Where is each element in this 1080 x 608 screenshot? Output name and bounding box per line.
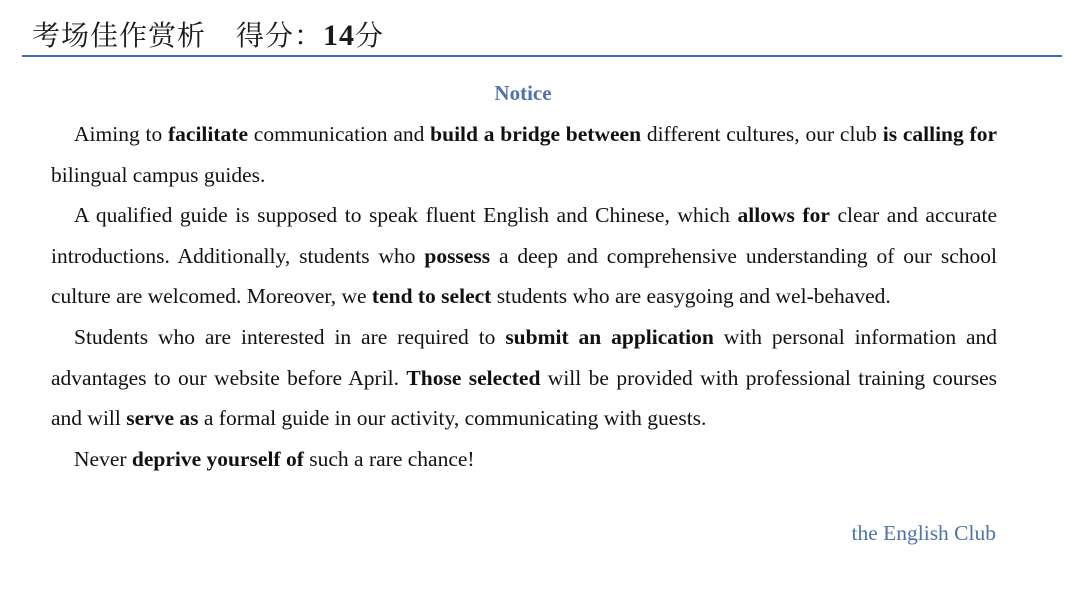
paragraph [51, 317, 997, 439]
bold-phrase: tend to select [371, 284, 492, 309]
bold-phrase: facilitate [168, 122, 248, 146]
paragraph [51, 195, 997, 317]
text-run: will be provided with professional training courses and will [51, 365, 997, 431]
text-run: Aiming to [74, 122, 168, 146]
text-run: Students who are interested in are required to [74, 324, 506, 349]
notice-title: Notice [494, 81, 552, 105]
bold-phrase: is calling for [882, 122, 998, 146]
score-value: 14 [323, 19, 356, 52]
bold-phrase: allows for [737, 203, 830, 228]
bold-phrase: submit an application [505, 324, 714, 349]
score-label: 得分： [236, 19, 324, 52]
header-divider [22, 55, 1062, 57]
text-run: with personal information and advantages to our website before April. [51, 324, 998, 390]
text-run: clear and accurate introductions. Additionally, students who [51, 203, 998, 268]
score-unit: 分 [355, 19, 385, 52]
paragraph [51, 114, 997, 195]
text-run: a deep and comprehensive understanding of our school culture are welcomed. Moreover, we [51, 243, 997, 309]
text-run: such a rare chance! [303, 446, 475, 471]
text-run: communication and [248, 122, 431, 146]
bold-phrase: serve as [126, 406, 199, 431]
bold-phrase: possess [424, 243, 491, 268]
score [236, 14, 384, 54]
text-run: A qualified guide is supposed to speak fluent English and Chinese, which [74, 203, 738, 228]
paragraph [51, 439, 997, 480]
slide-header [32, 14, 384, 54]
slide-title: 考场佳作赏析 [32, 19, 207, 52]
text-run: bilingual campus guides. [51, 162, 266, 187]
bold-phrase: build a bridge between [430, 122, 642, 146]
text-run: different cultures, our club [641, 122, 883, 146]
text-run: students who are easygoing and wel-behaved. [491, 284, 891, 309]
notice-body [51, 114, 997, 479]
text-run: a formal guide in our activity, communicating with guests. [198, 406, 707, 431]
signature: the English Club [851, 521, 996, 545]
bold-phrase: deprive yourself of [131, 446, 304, 471]
text-run: Never [74, 446, 132, 471]
bold-phrase: Those selected [406, 365, 541, 390]
